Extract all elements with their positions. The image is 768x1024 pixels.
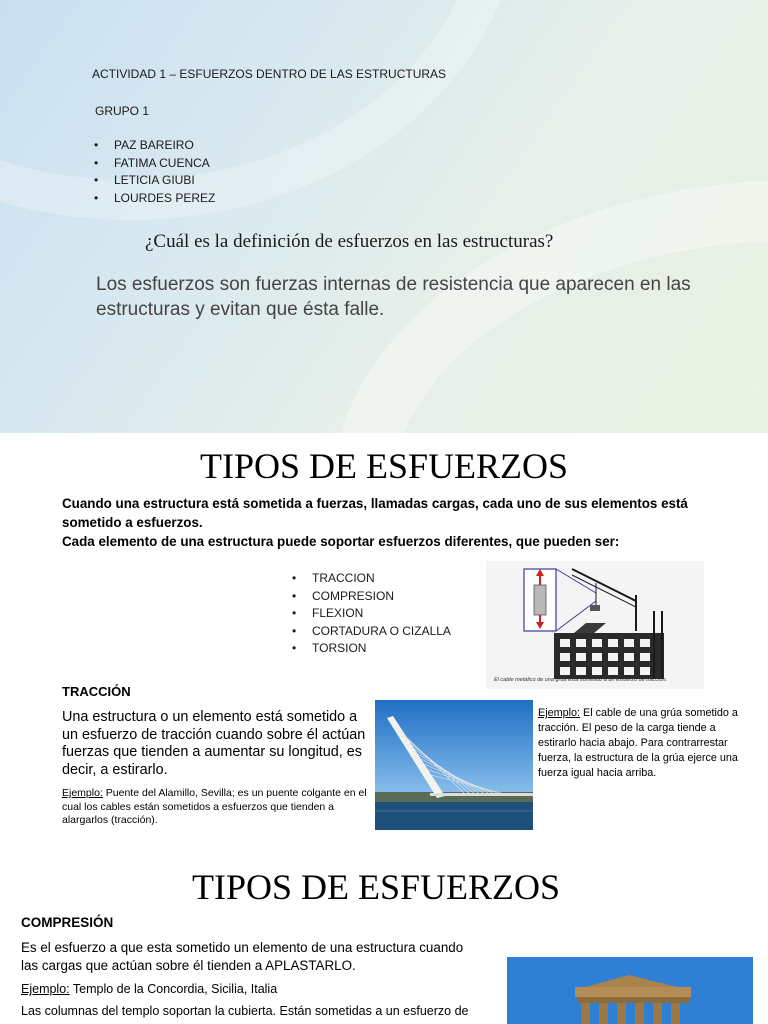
crane-icon	[486, 561, 704, 689]
example-text: Puente del Alamillo, Sevilla; es un puente colgante en el cual los cables están sometidos a esfuerzos que tienden a alargarlos (tracción).	[62, 787, 367, 826]
slide-title: TIPOS DE ESFUERZOS	[199, 446, 569, 486]
member-item: • FATIMA CUENCA	[92, 155, 392, 173]
stress-type-item: • TORSION	[290, 640, 490, 658]
compresion-text: Es el esfuerzo a que esta sometido un elemento de una estructura cuando las cargas que actúan sobre él tienden a APLASTARLO.	[21, 940, 464, 973]
member-item: • LETICIA GIUBI	[92, 172, 392, 190]
stress-type-item: • CORTADURA O CIZALLA	[290, 623, 490, 641]
temple-photo	[507, 957, 753, 1024]
group-label: GRUPO 1	[95, 104, 150, 118]
slide-tipos-traccion	[0, 433, 768, 853]
bridge-example	[62, 787, 367, 828]
stress-type-item: • FLEXION	[290, 605, 490, 623]
example-label: Ejemplo:	[21, 982, 70, 996]
temple-icon	[507, 957, 753, 1024]
traccion-heading: TRACCIÓN	[62, 684, 131, 699]
question: ¿Cuál es la definición de esfuerzos en las estructuras?	[145, 231, 554, 252]
stress-type-item: • COMPRESION	[290, 588, 490, 606]
example-text: Templo de la Concordia, Sicilia, Italia	[69, 982, 278, 996]
stress-type-item: • TRACCION	[290, 570, 490, 588]
slide-title-group	[0, 0, 768, 433]
example-label: Ejemplo:	[62, 787, 103, 799]
crane-example	[538, 706, 750, 781]
crane-caption: El cable metálico de una grúa está sometido a un esfuerzo de tracción.	[494, 677, 668, 683]
example-label: Ejemplo:	[538, 707, 581, 719]
bridge-photo	[375, 700, 533, 830]
answer: Los esfuerzos son fuerzas internas de resistencia que aparecen en las estructuras y evitan que ésta falle.	[96, 274, 691, 320]
activity-title: ACTIVIDAD 1 – ESFUERZOS DENTRO DE LAS ESTRUCTURAS	[92, 67, 447, 81]
member-list	[92, 137, 392, 207]
example-text: El cable de una grúa sometido a tracción. El peso de la carga tiende a estirarlo hacia abajo. Para contrarrestar fuerza, la estructura de la grúa ejerce una fuerza igual hacia arriba.	[538, 707, 738, 779]
bridge-icon	[375, 700, 533, 830]
crane-illustration	[486, 561, 704, 689]
compresion-heading: COMPRESIÓN	[21, 915, 114, 930]
columns-text: Las columnas del templo soportan la cubierta. Están sometidas a un esfuerzo de	[21, 1004, 469, 1018]
slide-compresion	[0, 853, 768, 1024]
intro-text-1: Cuando una estructura está sometida a fuerzas, llamadas cargas, cada uno de sus elementos está sometido a esfuerzos.	[62, 496, 688, 530]
member-item: • LOURDES PEREZ	[92, 190, 392, 208]
temple-example	[21, 982, 277, 996]
traccion-text: Una estructura o un elemento está sometido a un esfuerzo de tracción cuando sobre él actúan fuerzas que tienden a aumentar su longitud, es decir, a estirarlo.	[62, 709, 366, 778]
member-item: • PAZ BAREIRO	[92, 137, 392, 155]
slide-title: TIPOS DE ESFUERZOS	[191, 867, 561, 907]
intro-text-2: Cada elemento de una estructura puede soportar esfuerzos diferentes, que pueden ser:	[62, 534, 620, 549]
stress-type-list	[290, 570, 490, 658]
